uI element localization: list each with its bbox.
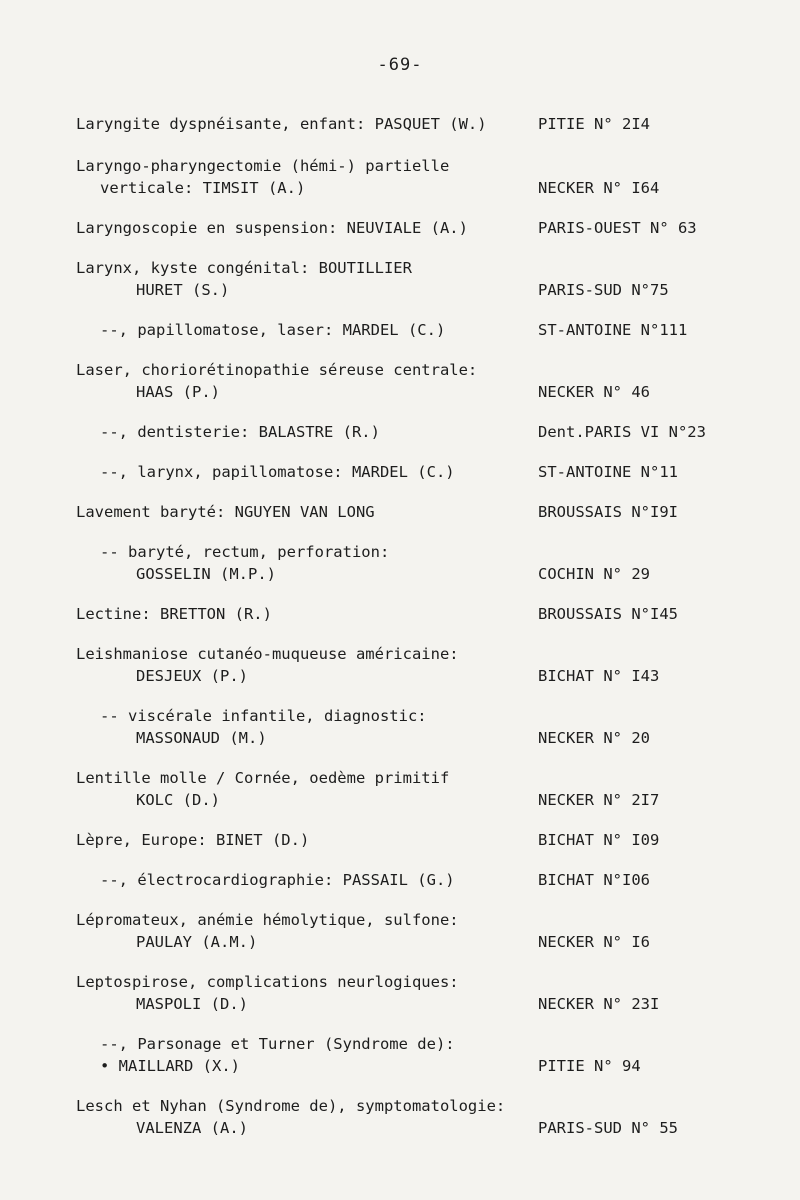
- entry-line: [0, 279, 800, 301]
- entry-line: [0, 767, 800, 789]
- entry-reference: NECKER N° 46: [538, 383, 650, 401]
- entry-line: [0, 931, 800, 953]
- entry-subject: GOSSELIN (M.P.): [136, 565, 276, 583]
- entry-reference: ST-ANTOINE N°11: [538, 463, 678, 481]
- index-entry: [0, 705, 800, 749]
- entry-line: [0, 421, 800, 443]
- entry-line: [0, 705, 800, 727]
- entry-subject: DESJEUX (P.): [136, 667, 248, 685]
- entry-reference: Dent.PARIS VI N°23: [538, 423, 706, 441]
- entry-reference: PARIS-SUD N°75: [538, 281, 669, 299]
- index-entries: [0, 95, 800, 1139]
- entry-line: [0, 643, 800, 665]
- entry-line: [0, 359, 800, 381]
- entry-subject: Lèpre, Europe: BINET (D.): [76, 831, 310, 849]
- entry-reference: BICHAT N°I06: [538, 871, 650, 889]
- index-entry: [0, 829, 800, 851]
- entry-reference: BROUSSAIS N°I45: [538, 605, 678, 623]
- index-entry: [0, 113, 800, 135]
- entry-reference: COCHIN N° 29: [538, 565, 650, 583]
- entry-subject: MASSONAUD (M.): [136, 729, 267, 747]
- entry-subject: Lectine: BRETTON (R.): [76, 605, 272, 623]
- entry-line: [0, 563, 800, 585]
- entry-line: [0, 1095, 800, 1117]
- index-entry: [0, 217, 800, 239]
- entry-line: [0, 727, 800, 749]
- index-entry: [0, 767, 800, 811]
- entry-reference: PITIE N° 94: [538, 1057, 641, 1075]
- entry-subject: PAULAY (A.M.): [136, 933, 258, 951]
- entry-line: [0, 541, 800, 563]
- index-entry: [0, 155, 800, 199]
- entry-subject: • MAILLARD (X.): [100, 1057, 240, 1075]
- entry-line: [0, 993, 800, 1015]
- index-entry: [0, 909, 800, 953]
- entry-subject: Leptospirose, complications neurlogiques:: [76, 973, 459, 991]
- entry-line: [0, 217, 800, 239]
- entry-line: [0, 155, 800, 177]
- index-entry: [0, 359, 800, 403]
- entry-subject: Lépromateux, anémie hémolytique, sulfone:: [76, 911, 459, 929]
- entry-subject: --, dentisterie: BALASTRE (R.): [100, 423, 380, 441]
- entry-subject: Laryngo-pharyngectomie (hémi-) partielle: [76, 157, 450, 175]
- entry-line: [0, 1055, 800, 1077]
- entry-reference: PARIS-OUEST N° 63: [538, 219, 697, 237]
- entry-reference: NECKER N° I64: [538, 179, 660, 197]
- entry-line: [0, 501, 800, 523]
- entry-line: [0, 177, 800, 199]
- entry-line: [0, 381, 800, 403]
- index-entry: [0, 501, 800, 523]
- index-entry: [0, 603, 800, 625]
- index-entry: [0, 1033, 800, 1077]
- entry-subject: Lavement baryté: NGUYEN VAN LONG: [76, 503, 375, 521]
- page-number: -69-: [377, 55, 423, 75]
- index-entry: [0, 421, 800, 443]
- entry-subject: Lesch et Nyhan (Syndrome de), symptomatologie:: [76, 1097, 506, 1115]
- entry-subject: -- viscérale infantile, diagnostic:: [100, 707, 427, 725]
- entry-subject: Larynx, kyste congénital: BOUTILLIER: [76, 259, 412, 277]
- entry-subject: Leishmaniose cutanéo-muqueuse américaine:: [76, 645, 459, 663]
- entry-line: [0, 1033, 800, 1055]
- entry-line: [0, 909, 800, 931]
- entry-subject: Laryngoscopie en suspension: NEUVIALE (A.): [76, 219, 468, 237]
- entry-reference: NECKER N° 20: [538, 729, 650, 747]
- entry-reference: BROUSSAIS N°I9I: [538, 503, 678, 521]
- entry-subject: --, papillomatose, laser: MARDEL (C.): [100, 321, 446, 339]
- entry-line: [0, 971, 800, 993]
- index-entry: [0, 461, 800, 483]
- entry-reference: NECKER N° 2I7: [538, 791, 660, 809]
- entry-line: [0, 603, 800, 625]
- index-entry: [0, 971, 800, 1015]
- entry-line: [0, 461, 800, 483]
- entry-line: [0, 257, 800, 279]
- index-entry: [0, 257, 800, 301]
- index-entry: [0, 643, 800, 687]
- index-entry: [0, 869, 800, 891]
- entry-reference: NECKER N° I6: [538, 933, 650, 951]
- entry-reference: PARIS-SUD N° 55: [538, 1119, 678, 1137]
- entry-line: [0, 665, 800, 687]
- entry-reference: ST-ANTOINE N°111: [538, 321, 688, 339]
- entry-subject: --, électrocardiographie: PASSAIL (G.): [100, 871, 455, 889]
- entry-subject: Laryngite dyspnéisante, enfant: PASQUET (W.): [76, 115, 487, 133]
- entry-subject: VALENZA (A.): [136, 1119, 248, 1137]
- entry-subject: Lentille molle / Cornée, oedème primitif: [76, 769, 450, 787]
- entry-subject: HURET (S.): [136, 281, 230, 299]
- entry-line: [0, 869, 800, 891]
- index-entry: [0, 319, 800, 341]
- entry-reference: BICHAT N° I09: [538, 831, 660, 849]
- entry-subject: Laser, choriorétinopathie séreuse centrale:: [76, 361, 478, 379]
- entry-reference: NECKER N° 23I: [538, 995, 660, 1013]
- entry-subject: verticale: TIMSIT (A.): [100, 179, 306, 197]
- entry-line: [0, 789, 800, 811]
- entry-subject: -- baryté, rectum, perforation:: [100, 543, 390, 561]
- entry-line: [0, 1117, 800, 1139]
- entry-subject: KOLC (D.): [136, 791, 220, 809]
- entry-line: [0, 113, 800, 135]
- entry-subject: HAAS (P.): [136, 383, 220, 401]
- entry-subject: --, larynx, papillomatose: MARDEL (C.): [100, 463, 455, 481]
- entry-subject: --, Parsonage et Turner (Syndrome de):: [100, 1035, 455, 1053]
- entry-reference: PITIE N° 2I4: [538, 115, 650, 133]
- entry-line: [0, 829, 800, 851]
- index-entry: [0, 1095, 800, 1139]
- index-entry: [0, 541, 800, 585]
- entry-reference: BICHAT N° I43: [538, 667, 660, 685]
- entry-line: [0, 319, 800, 341]
- entry-subject: MASPOLI (D.): [136, 995, 248, 1013]
